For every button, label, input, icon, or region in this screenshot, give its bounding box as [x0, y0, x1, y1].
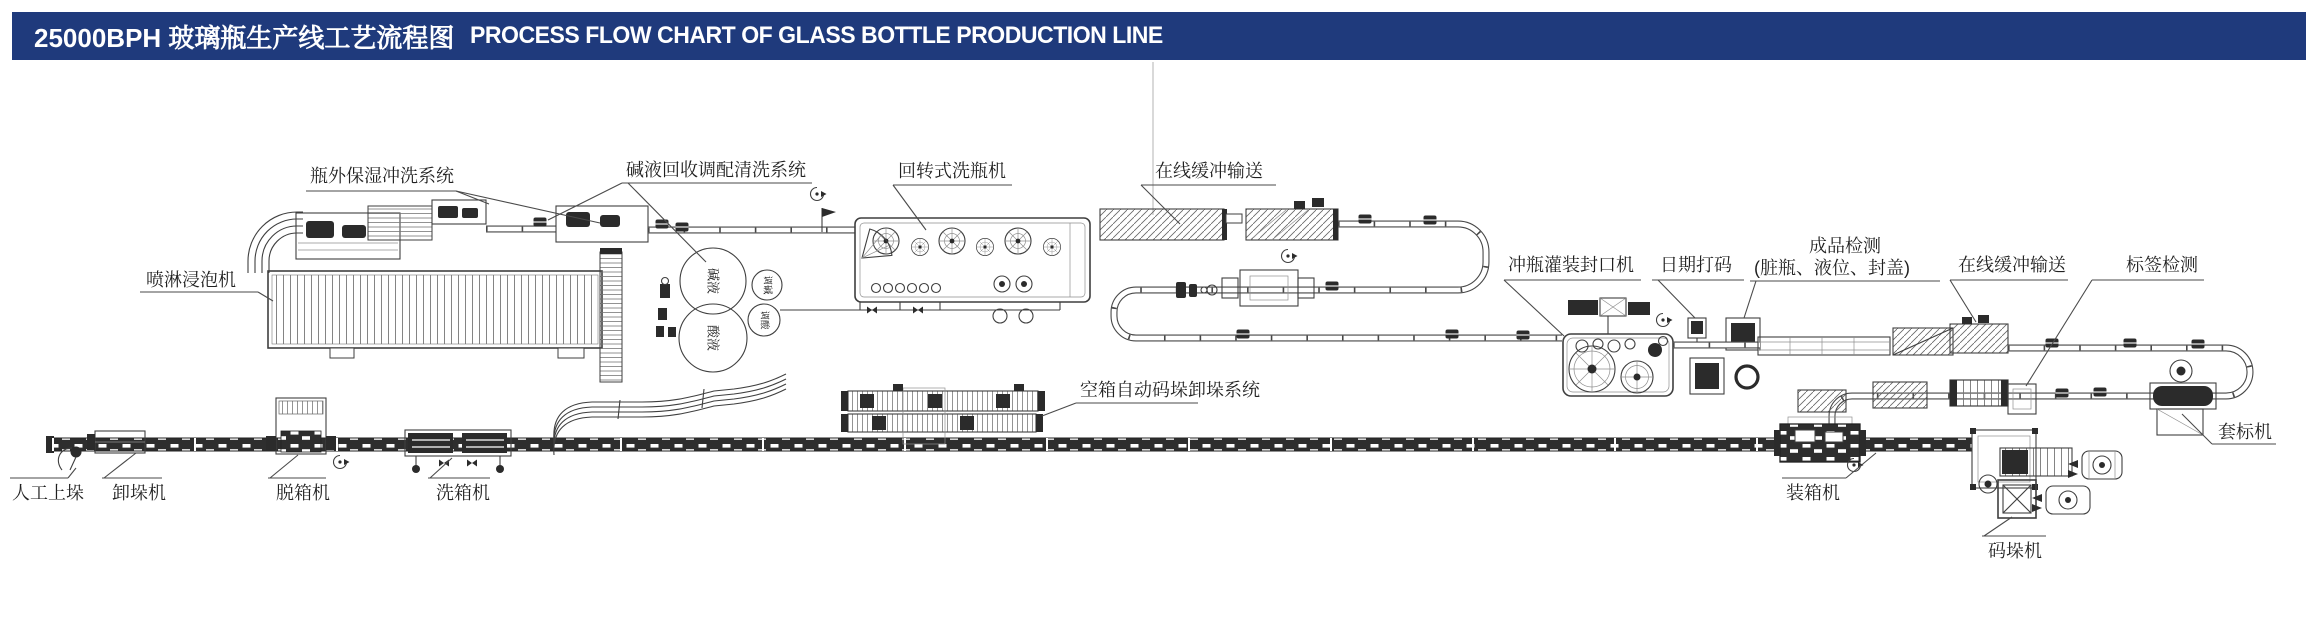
roller-icon — [656, 220, 669, 229]
roller-icon — [1446, 330, 1459, 339]
washer-rosette-icon — [911, 238, 928, 255]
washer-rosette-icon — [976, 238, 993, 255]
roller-icon — [2046, 339, 2059, 348]
sleeve-labeler-machine — [2150, 360, 2216, 435]
label-text: 冲瓶灌装封口机 — [1508, 255, 1634, 275]
filler-machine — [1563, 334, 1673, 396]
label-depalletizer — [102, 453, 166, 503]
roller-icon — [1424, 216, 1437, 225]
tank-alkali-label: 碱液 — [705, 267, 721, 295]
label-manual-stacking — [10, 468, 84, 503]
roller-icon — [2056, 389, 2069, 398]
rinse-machine-c — [556, 206, 648, 242]
rotation-arrow-icon — [1657, 314, 1673, 327]
label-text: 标签检测 — [2126, 255, 2198, 275]
rotation-arrow-icon — [1282, 250, 1298, 263]
header-title-zh: 25000BPH 玻璃瓶生产线工艺流程图 — [34, 22, 455, 53]
cip-tanks — [656, 248, 782, 372]
label-text: 洗箱机 — [436, 483, 490, 503]
label-text: 码垛机 — [1988, 541, 2042, 561]
label-text: 在线缓冲输送 — [1958, 255, 2066, 275]
header-title-en: PROCESS FLOW CHART OF GLASS BOTTLE PRODUCTION LINE — [470, 22, 1164, 49]
label-text: 回转式洗瓶机 — [898, 161, 1006, 181]
filler-rinser-unit — [1568, 298, 1673, 334]
label-text: 成品检测 — [1809, 236, 1881, 256]
tank-alkali-mix — [752, 270, 782, 300]
elbow-conveyor — [248, 212, 303, 273]
label-palletizer — [1982, 517, 2046, 561]
decrater-machine — [266, 398, 350, 469]
label-date-coder — [1652, 255, 1744, 318]
valve-icon — [467, 460, 477, 467]
rotation-arrow-icon — [334, 456, 350, 469]
label-empty-crate-palletizing — [1042, 380, 1260, 416]
label-text: 瓶外保湿冲洗系统 — [310, 166, 454, 186]
label-text: 碱液回收调配清洗系统 — [626, 160, 806, 180]
washer-bottle-row — [872, 276, 1033, 293]
pallet-truck-2 — [2032, 486, 2090, 514]
roller-icon — [534, 218, 547, 227]
label-text: 喷淋浸泡机 — [146, 270, 236, 290]
label-filler — [1504, 255, 1641, 336]
label-crate-washer — [428, 458, 490, 503]
label-text: 装箱机 — [1786, 483, 1840, 503]
roller-icon — [2124, 339, 2137, 348]
label-text: 日期打码 — [1660, 255, 1732, 275]
washer-rosette-icon — [1005, 228, 1031, 254]
label-text: 空箱自动码垛卸垛系统 — [1080, 380, 1260, 400]
label-buffer-conveyor-right — [1950, 255, 2068, 322]
shrink-tunnel — [1950, 380, 2008, 406]
case-packer-machine — [1774, 424, 1866, 472]
label-rotary-washer — [893, 161, 1012, 230]
bottle-elevator — [600, 248, 622, 382]
palletizer-group — [1970, 428, 2122, 518]
roller-icon — [2094, 388, 2107, 397]
label-alkali-recovery — [548, 160, 812, 262]
roller-icon — [676, 223, 689, 232]
valve-icon — [867, 307, 877, 314]
empty-bottle-inspector — [1176, 250, 1314, 307]
roller-icon — [1326, 282, 1339, 291]
rinse-machine-b — [368, 200, 486, 240]
label-sleeve-labeler — [2182, 414, 2276, 444]
washer-rosette-icon — [1043, 238, 1060, 255]
label-product-inspection — [1744, 236, 1940, 318]
buffer-conveyor-right-machine — [1950, 315, 2008, 353]
rotation-arrow-icon — [811, 188, 827, 201]
label-text: 卸垛机 — [112, 483, 166, 503]
label-decrater — [268, 455, 330, 503]
label-text: 套标机 — [2218, 422, 2272, 442]
accumulation-conveyor — [1758, 337, 1890, 355]
pallet-box — [1998, 480, 2036, 518]
label-text: 人工上垛 — [12, 483, 84, 503]
label-text: 脱箱机 — [276, 483, 330, 503]
roller-icon — [1517, 331, 1530, 340]
empty-crate-palletizing-system — [841, 384, 1045, 444]
tank-acid-label: 酸液 — [705, 324, 721, 352]
spray-soaker-machine — [268, 271, 602, 358]
rotary-washer-machine — [780, 218, 1090, 323]
washer-rosette-icon — [939, 228, 965, 254]
roller-icon — [1237, 330, 1250, 339]
pallet-truck-1 — [2068, 451, 2122, 479]
buffer-conveyor-left-machine — [1100, 198, 1338, 240]
label-spray-soaker — [140, 270, 273, 301]
tank-acid-mix-label: 调酸 — [758, 310, 770, 330]
tank-acid-mix — [748, 304, 780, 336]
label-text: (脏瓶、液位、封盖) — [1754, 258, 1910, 278]
capper-unit — [1690, 358, 1758, 394]
roller-icon — [2192, 340, 2205, 349]
washer-piping — [780, 302, 1060, 323]
roller-icon — [1359, 215, 1372, 224]
tank-alkali-mix-label: 调碱 — [761, 275, 773, 295]
valve-icon — [913, 307, 923, 314]
label-text: 在线缓冲输送 — [1155, 161, 1263, 181]
incline-buffer — [1893, 328, 1953, 355]
cip-pumps — [656, 278, 676, 338]
